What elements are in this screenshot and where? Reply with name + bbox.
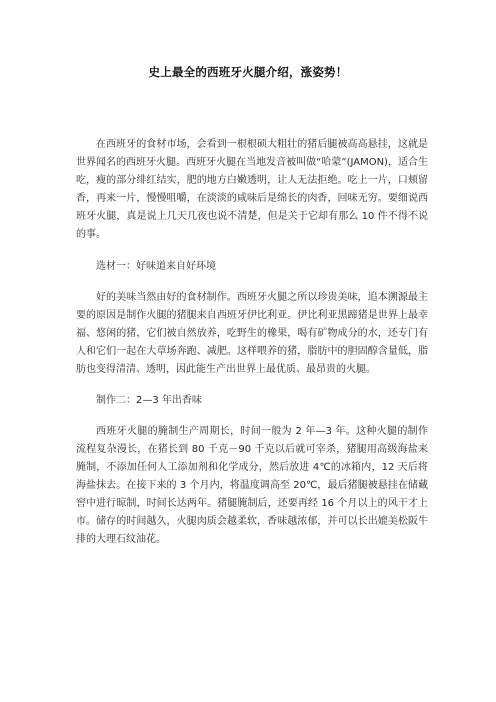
section-heading-1: 选材一：好味道来自好环境 [96, 261, 216, 272]
section-paragraph-2: 西班牙火腿的腌制生产周期长，时间一般为 2 年—3 年。这种火腿的制作流程复杂漫长，在猪长到 80 千克－90 千克以后就可宰杀，猪腿用高级海盐来腌制，不添加任何人工添加剂和化学成分，然后放进 4℃的冰箱内，12 天后将海盐抹去。在接下来的 3 个月内，将温度调高至 20℃，最后猪腿被悬挂在储藏窖中进行晾制，时间长达两年。猪腿腌制后，还要再经 16 个月以上的风干才上市。储存的时间越久，火腿肉质会越柔软，香味越浓郁，并可以长出媲美松阪牛排的大理石纹油花。 [76, 426, 428, 545]
intro-paragraph: 在西班牙的食材市场，会看到一根根硕大粗壮的猪后腿被高高悬挂，这就是世界闻名的西班牙火腿。西班牙火腿在当地发音被叫做“哈蒙”(JAMON)，适合生吃，瘦的部分绯红结实，肥的地方白嫩透明，让人无法拒绝。吃上一片，口颊留香，再来一片，慢慢咀嚼，在淡淡的咸味后是绵长的肉香，回味无穷。要细说西班牙火腿，真是说上几天几夜也说不清楚，但是关于它却有那么 10 件不得不说的事。 [76, 139, 428, 240]
section-paragraph-1: 好的美味当然由好的食材制作。西班牙火腿之所以珍贵美味，追本溯源最主要的原因是制作火腿的猪腿来自西班牙伊比利亚。伊比利亚黑蹄猪是世界上最幸福、悠闲的猪，它们被自然放养，吃野生的橡果，喝有矿物成分的水，还专门有人和它们一起在大草场奔跑、减肥。这样喂养的猪，脂肪中的胆固醇含量低，脂肪也变得清清、透明，因此能生产出世界上最优质、最昂贵的火腿。 [76, 292, 428, 375]
document-body [76, 136, 428, 549]
section-heading-2: 制作二：2—3 年出香味 [96, 395, 202, 406]
document-title: 史上最全的西班牙火腿介绍，涨姿势！ [148, 65, 348, 79]
